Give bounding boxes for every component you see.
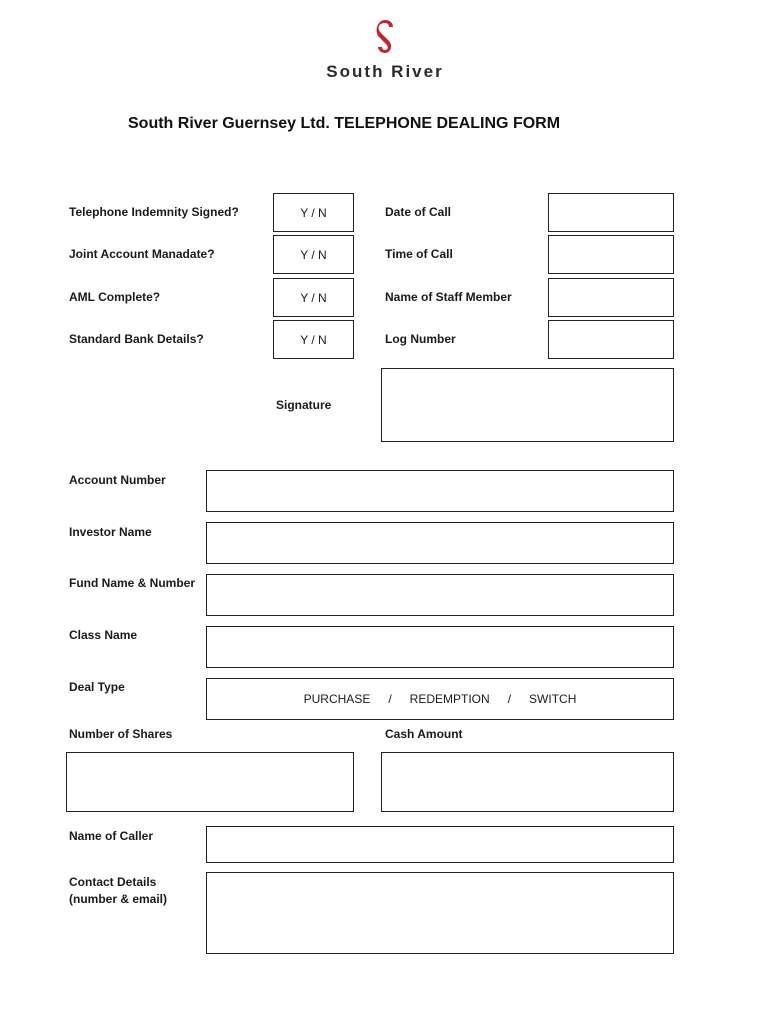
class-name-label: Class Name [69,628,138,642]
joint-account-mandate-label: Joint Account Manadate? [69,247,215,261]
investor-name-label: Investor Name [69,525,152,539]
fund-name-input[interactable] [207,575,673,615]
south-river-logo-icon [373,20,397,58]
deal-type-separator: / [388,692,392,706]
deal-type-label: Deal Type [69,680,125,694]
contact-details-sublabel: (number & email) [69,892,168,906]
account-number-field[interactable] [206,470,674,512]
number-of-shares-label: Number of Shares [69,727,173,741]
telephone-indemnity-label: Telephone Indemnity Signed? [69,205,239,219]
staff-member-input[interactable] [549,279,673,316]
cash-amount-input[interactable] [382,753,673,811]
name-of-caller-label: Name of Caller [69,829,154,843]
number-of-shares-field[interactable] [66,752,354,812]
date-of-call-input[interactable] [549,194,673,231]
cash-amount-field[interactable] [381,752,674,812]
log-number-field[interactable] [548,320,674,359]
yn-value: Y / N [300,205,327,220]
deal-type-separator: / [507,692,512,706]
fund-name-label: Fund Name & Number [69,576,196,590]
deal-type-switch[interactable]: SWITCH [529,692,577,706]
number-of-shares-input[interactable] [67,753,353,811]
date-of-call-label: Date of Call [385,205,452,219]
deal-type-redemption[interactable]: REDEMPTION [409,692,490,706]
date-of-call-field[interactable] [548,193,674,232]
staff-member-label: Name of Staff Member [385,290,512,304]
deal-type-purchase[interactable]: PURCHASE [303,692,371,706]
staff-member-field[interactable] [548,278,674,317]
name-of-caller-input[interactable] [207,827,673,862]
account-number-label: Account Number [69,473,166,487]
joint-account-mandate-yn-box[interactable] [273,235,354,274]
time-of-call-field[interactable] [548,235,674,274]
fund-name-field[interactable] [206,574,674,616]
aml-complete-label: AML Complete? [69,290,161,304]
brand-name: South River [326,62,444,81]
time-of-call-input[interactable] [549,236,673,273]
page-title: South River Guernsey Ltd. TELEPHONE DEALING FORM [128,115,561,132]
cash-amount-label: Cash Amount [385,727,463,741]
aml-complete-yn-box[interactable] [273,278,354,317]
yn-value: Y / N [300,247,327,262]
signature-field[interactable] [381,368,674,442]
log-number-label: Log Number [385,332,456,346]
contact-details-field[interactable] [206,872,674,954]
standard-bank-details-yn-box[interactable] [273,320,354,359]
yn-value: Y / N [300,332,327,347]
class-name-input[interactable] [207,627,673,667]
log-number-input[interactable] [549,321,673,358]
time-of-call-label: Time of Call [385,247,453,261]
investor-name-field[interactable] [206,522,674,564]
standard-bank-details-label: Standard Bank Details? [69,332,204,346]
name-of-caller-field[interactable] [206,826,674,863]
telephone-indemnity-yn-box[interactable] [273,193,354,232]
deal-type-options [206,678,674,720]
contact-details-input[interactable] [207,873,673,953]
contact-details-label: Contact Details [69,875,157,889]
investor-name-input[interactable] [207,523,673,563]
signature-label: Signature [276,398,332,412]
class-name-field[interactable] [206,626,674,668]
yn-value: Y / N [300,290,327,305]
account-number-input[interactable] [207,471,673,511]
